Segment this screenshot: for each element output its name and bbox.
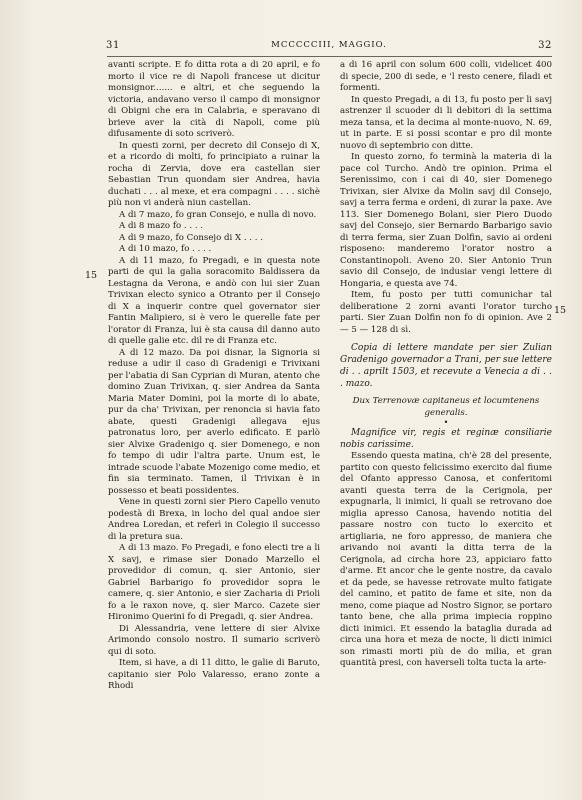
paragraph: A di 10 mazo, fo . . . .	[119, 244, 212, 254]
page-number-right: 32	[538, 40, 552, 51]
running-head: MCCCCCIII, MAGGIO.	[271, 40, 387, 50]
letter-subtitle: Dux Terrenovæ capitaneus et locumtenens generalis.	[352, 396, 540, 418]
paragraph: A di 13 mazo. Fo Pregadi, e fono electi tre a li X savj, e rimase sier Donado Marzello el provedidor di comun, q. sier Antonio, sier Gabriel Barbarigo fo provedidor sopra le camere, q. sier Antonio, e sier Zacharia di Prioli fo a le raxon nove, q. sier Marco. Cazete sier Hironimo Querini fo di Pregadi, q. sier Andrea.	[108, 543, 320, 622]
margin-number-right: 15	[554, 305, 567, 316]
letter-salutation: Magnifice vir, regis et reginæ consiliarie nobis carissime.	[340, 428, 552, 450]
left-column	[108, 60, 320, 693]
paragraph: Item, fu posto per tutti comunichar tal deliberatione 2 zorni avanti l'orator turcho parti. Sier Zuan Dolfin non fo di opinion. Ave 2 — 5 — 128 di sì.	[340, 290, 552, 335]
paragraph: In questo zorno, fo terminà la materia di la pace col Turcho. Andò tre opinion. Prima el Serenissimo, con i cai di 40, sier Domenego Trivixan, sier Alvixe da Molin savj dil Consejo, savj a terra ferma e ordeni, di zurar la paxe. Ave 113. Sier Domenego Bolani, sier Piero Duodo savj del Consejo, sier Bernardo Barbarigo savio di terra ferma, sier Zuan Dolfin, savio ai ordeni risposeno: manderemo l'orator nostro a Constantinopoli. Aveno 20. Sier Antonio Trun savio dil Consejo, de indusiar vengi lettere di Hongaria, e questa ave 74.	[340, 152, 552, 289]
paragraph: In questi zorni, per decreto dil Consejo di X, et a ricordo di molti, fo principiato a ruinar la rocha di Zervia, dove era castellan sier Sebastian Trun quondam sier Andrea, havia duchati . . . al mexe, et era compagni . . . . sichè più non vi anderà niun castellan.	[108, 140, 320, 208]
page-number-left: 31	[106, 40, 120, 51]
paragraph: Di Alessandria, vene lettere di sier Alvixe Arimondo consolo nostro. Il sumario scriverò qui di soto.	[108, 623, 320, 657]
paragraph: avanti scripte. E fo ditta rota a di 20 april, e fo morto il vice re di Napoli francese ut dicitur monsignor....... e altri, et che seguendo la victoria, andavano verso il campo di monsignor di Obigni che era in Calabria, e speravano di brieve aver la cità di Napoli, come più difusamente di soto scriverò.	[108, 60, 320, 139]
ornament-dot: •	[443, 418, 449, 427]
paragraph: A di 7 mazo, fo gran Consejo, e nulla di novo.	[119, 209, 317, 220]
right-column	[340, 60, 552, 670]
paragraph: In questo Pregadi, a di 13, fu posto per li savj astrenzer il scuoder di li debitori di la settima meza tansa, et la decima al monte-nuovo, N. 69, ut in parte. E si possi scontar e pro dil monte nuovo di septembrio con ditte.	[340, 94, 552, 151]
paragraph: A di 11 mazo, fo Pregadi, e in questa note parti de qui la galia soracomito Baldissera da Lestagna da Verona, e andò con lui sier Zuan Trivixan electo synico a Otranto per il Consejo di X a inquerir contre quel governator sier Fantin Malipiero, si è vero le querelle fate per l'orator di Franza, lui è sta causa dil danno auto di quelle galie etc. dil re di Franza etc.	[108, 255, 320, 346]
page-header	[106, 40, 552, 54]
letter-copy-title: Copia di lettere mandate per sier Zulian Gradenigo governador a Trani, per sue lettere di . . aprilt 1503, et recevute a Venecia a di . . . mazo.	[340, 343, 552, 389]
paragraph: A di 9 mazo, fo Consejo di X . . . .	[119, 232, 263, 243]
paragraph: Item, si have, a di 11 ditto, le galie di Baruto, capitanio sier Polo Valaresso, erano zonte a Rhodi	[108, 658, 320, 691]
paragraph: A di 12 mazo. Da poi disnar, la Signoria si reduse a udir il caso di Gradenigi e Trivixani per l'abatia di San Cyprian di Muran, atento che domino Zuan Trivixan, q. sier Andrea da Santa Maria Mater Domini, poi la morte di lo abate, pur da cha' Trivixan, per renoncia si havia fato abate, questi Gradenigi allegava ejus patronatus loro, per averlo edificato. E parlò sier Alvixe Gradenigo q. sier Domenego, e non fo tempo di udir l'altra parte. Unum est, le intrade scuode l'abate Mozenigo come medio, et fin sia terminato. Tamen, il Trivixan è in possesso et beati possidentes.	[108, 347, 320, 496]
paragraph: a di 16 april con solum 600 colli, videlicet 400 di specie, 200 di sede, e 'l resto cenere, filadi et formenti.	[340, 60, 552, 93]
letter-body: Essendo questa matina, ch'è 28 del presente, partito con questo felicissimo exercito dal fiume del Ofanto appresso Canosa, et conferitomi avanti questa terra de la Cerignola, per expugnarla, li inimici, li quali se retrovano doe miglia apresso Canosa, havendo notitia del passare nostro con tucto lo exercito et artigliaria, ne foro appresso, de maniera che arivando noi avanti la ditta terra de la Cerignola, ad circha hore 23, appiciaro fatto d'arme. Et ancor che le gente nostre, da cavalo et da pede, se havesse retrovate multo fatigate del camino, et patito de fame et site, non da meno, come piaque ad Nostro Signor, se portaro tanto bene, che alla prima impiecia roppino dicti inimici. Et essendo la bataglia durada ad circa una hora et meza de nocte, li dicti inimici son rimasti morti più de do milia, et gran quantità presi, con haverseli tolta tucta la arte-	[340, 451, 552, 668]
margin-number-left: 15	[85, 270, 98, 281]
paragraph: A di 8 mazo fo . . . .	[119, 221, 204, 231]
paragraph: Vene in questi zorni sier Piero Capello venuto podestà di Brexa, in locho del qual andoe sier Andrea Loredan, et referì in Colegio il successo di la pretura sua.	[108, 497, 320, 542]
header-rule	[107, 56, 552, 57]
